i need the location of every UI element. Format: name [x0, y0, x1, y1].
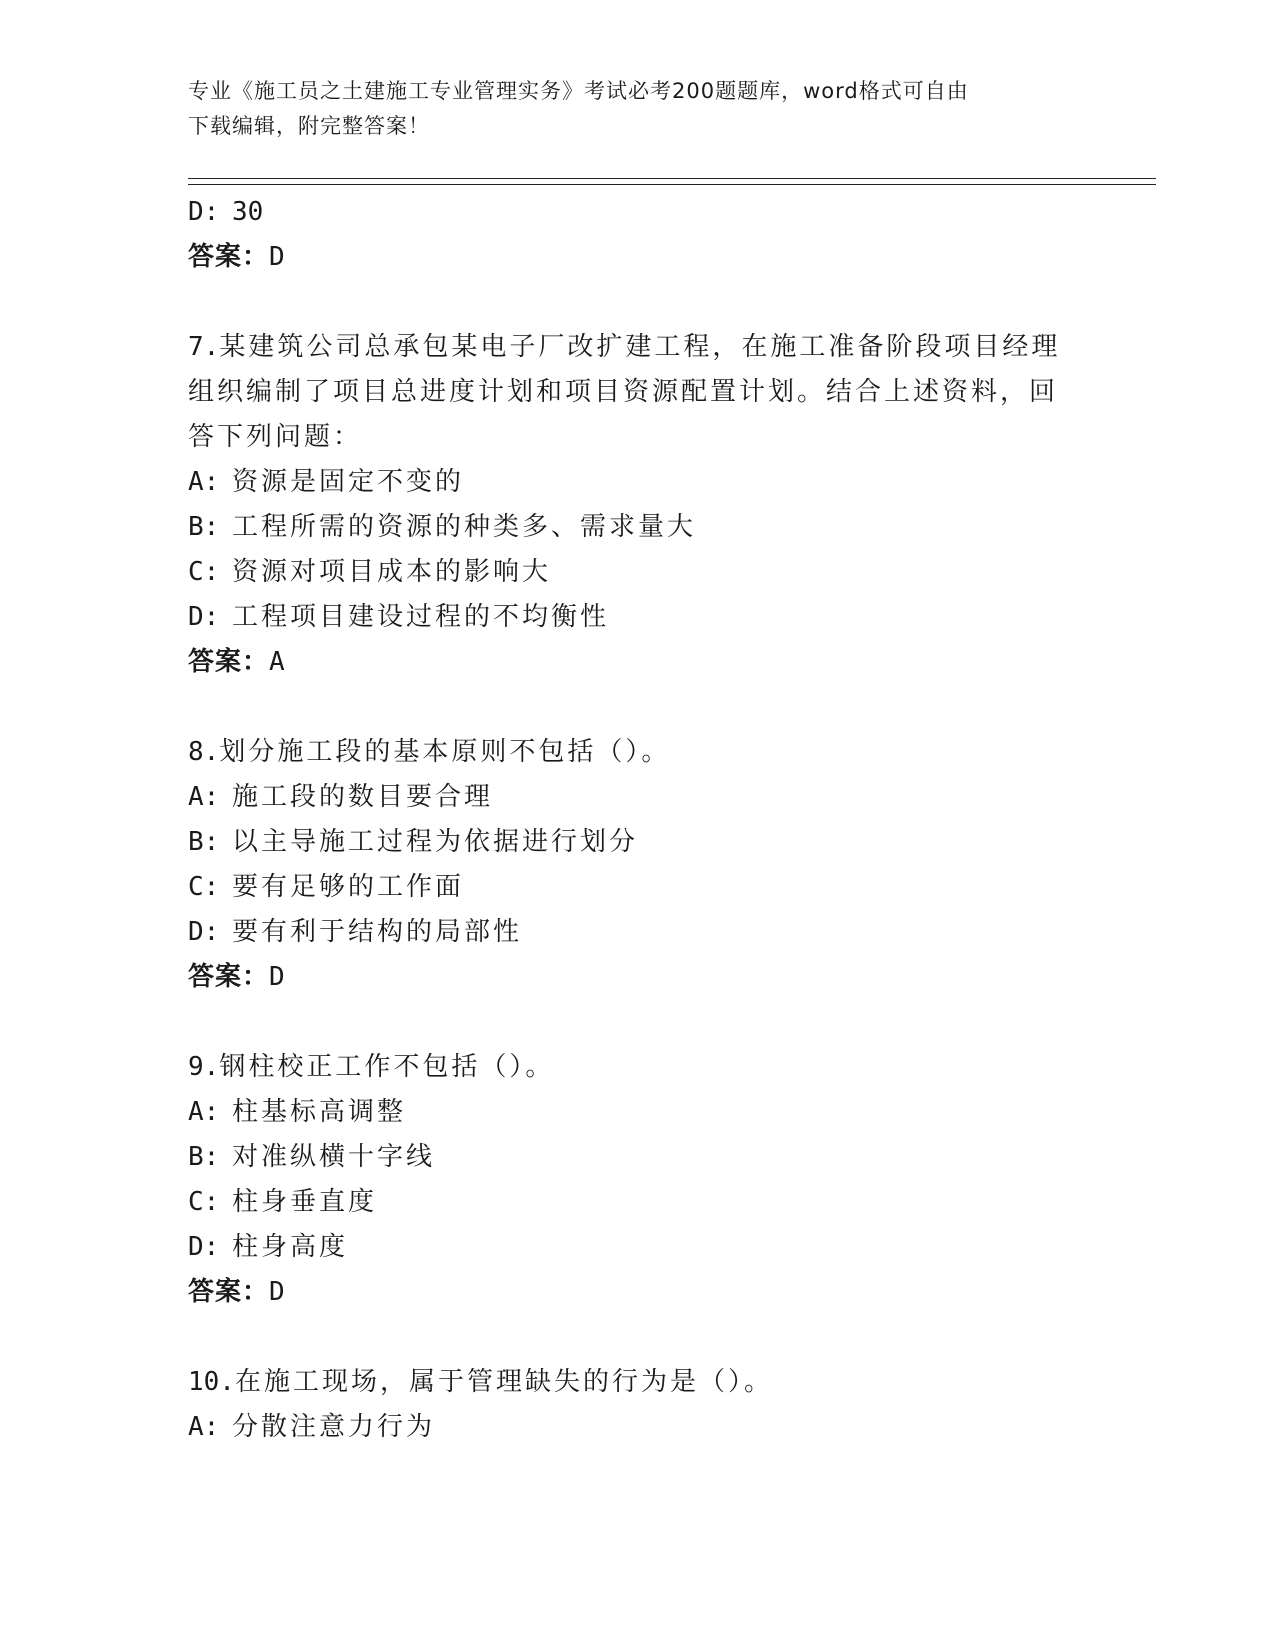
option-text: 柱基标高调整: [232, 1097, 407, 1127]
question-stem-text: 钢柱校正工作不包括（）。: [219, 1052, 555, 1082]
option-key: A:: [188, 1097, 220, 1127]
answer-value: D: [269, 242, 286, 272]
question-spacer: [188, 1315, 1068, 1360]
question-stem-text: 在施工现场，属于管理缺失的行为是（）。: [234, 1367, 773, 1397]
answer-value: D: [269, 1277, 286, 1307]
question-stem-text: 某建筑公司总承包某电子厂改扩建工程，在施工准备阶段项目经理: [219, 332, 1061, 362]
question-stem: [188, 1360, 1068, 1405]
option-a: [188, 1405, 1068, 1450]
option-text: 工程所需的资源的种类多、需求量大: [232, 512, 697, 542]
question-stem-continued: [188, 415, 1068, 460]
question-stem: [188, 325, 1068, 370]
question-block: [188, 730, 1068, 1000]
option-key: A:: [188, 1412, 220, 1442]
question-spacer: [188, 1000, 1068, 1045]
answer-label: 答案：: [188, 962, 270, 992]
option-key: C:: [188, 1187, 220, 1217]
question-spacer: [188, 685, 1068, 730]
option-d: [188, 1225, 1068, 1270]
option-c: [188, 550, 1068, 595]
question-number: 8.: [188, 737, 220, 767]
option-key: A:: [188, 782, 220, 812]
question-spacer: [188, 280, 1068, 325]
header-divider: [188, 178, 1156, 185]
option-b: [188, 820, 1068, 865]
answer-line: [188, 640, 1068, 685]
option-key: D:: [188, 1232, 220, 1262]
option-text: 以主导施工过程为依据进行划分: [232, 827, 639, 857]
question-number: 9.: [188, 1052, 220, 1082]
option-text: 要有利于结构的局部性: [232, 917, 523, 947]
question-stem-text: 划分施工段的基本原则不包括（）。: [219, 737, 671, 767]
answer-label: 答案：: [188, 242, 270, 272]
option-key: C:: [188, 872, 220, 902]
question-stem-text: 组织编制了项目总进度计划和项目资源配置计划。结合上述资料，回: [188, 377, 1059, 407]
answer-line: [188, 235, 1068, 280]
option-key: C:: [188, 557, 220, 587]
option-key: D:: [188, 602, 220, 632]
question-number: 7.: [188, 332, 220, 362]
answer-value: A: [269, 647, 286, 677]
option-key: B:: [188, 827, 220, 857]
option-d: [188, 910, 1068, 955]
option-key: A:: [188, 467, 220, 497]
option-text: 对准纵横十字线: [232, 1142, 436, 1172]
option-c: [188, 865, 1068, 910]
question-list: [188, 280, 1068, 1450]
option-b: [188, 505, 1068, 550]
option-a: [188, 775, 1068, 820]
question-stem-continued: [188, 370, 1068, 415]
question-stem: [188, 730, 1068, 775]
option-d: [188, 595, 1068, 640]
option-key: D:: [188, 197, 220, 227]
option-d: [188, 190, 1068, 235]
option-b: [188, 1135, 1068, 1180]
question-block: [188, 325, 1068, 685]
option-text: 工程项目建设过程的不均衡性: [232, 602, 610, 632]
answer-label: 答案：: [188, 647, 270, 677]
answer-line: [188, 1270, 1068, 1315]
option-text: 分散注意力行为: [232, 1412, 436, 1442]
question-stem: [188, 1045, 1068, 1090]
answer-value: D: [269, 962, 286, 992]
question-block: [188, 1045, 1068, 1315]
option-text: 施工段的数目要合理: [232, 782, 494, 812]
option-a: [188, 1090, 1068, 1135]
answer-line: [188, 955, 1068, 1000]
option-key: D:: [188, 917, 220, 947]
option-text: 柱身高度: [232, 1232, 349, 1262]
option-text: 要有足够的工作面: [232, 872, 465, 902]
option-text: 柱身垂直度: [232, 1187, 378, 1217]
header-line-2: 下载编辑，附完整答案！: [188, 114, 430, 138]
option-key: B:: [188, 1142, 220, 1172]
answer-label: 答案：: [188, 1277, 270, 1307]
document-body: [188, 190, 1068, 1450]
question-number: 10.: [188, 1367, 235, 1397]
option-text: 30: [232, 197, 264, 227]
option-text: 资源是固定不变的: [232, 467, 465, 497]
option-a: [188, 460, 1068, 505]
question-block: [188, 1360, 1068, 1450]
option-text: 资源对项目成本的影响大: [232, 557, 552, 587]
header-line-1: 专业《施工员之土建施工专业管理实务》考试必考200题题库，word格式可自由: [188, 79, 969, 103]
option-c: [188, 1180, 1068, 1225]
question-stem-text: 答下列问题：: [188, 422, 363, 452]
page-header: [188, 74, 1088, 144]
option-key: B:: [188, 512, 220, 542]
